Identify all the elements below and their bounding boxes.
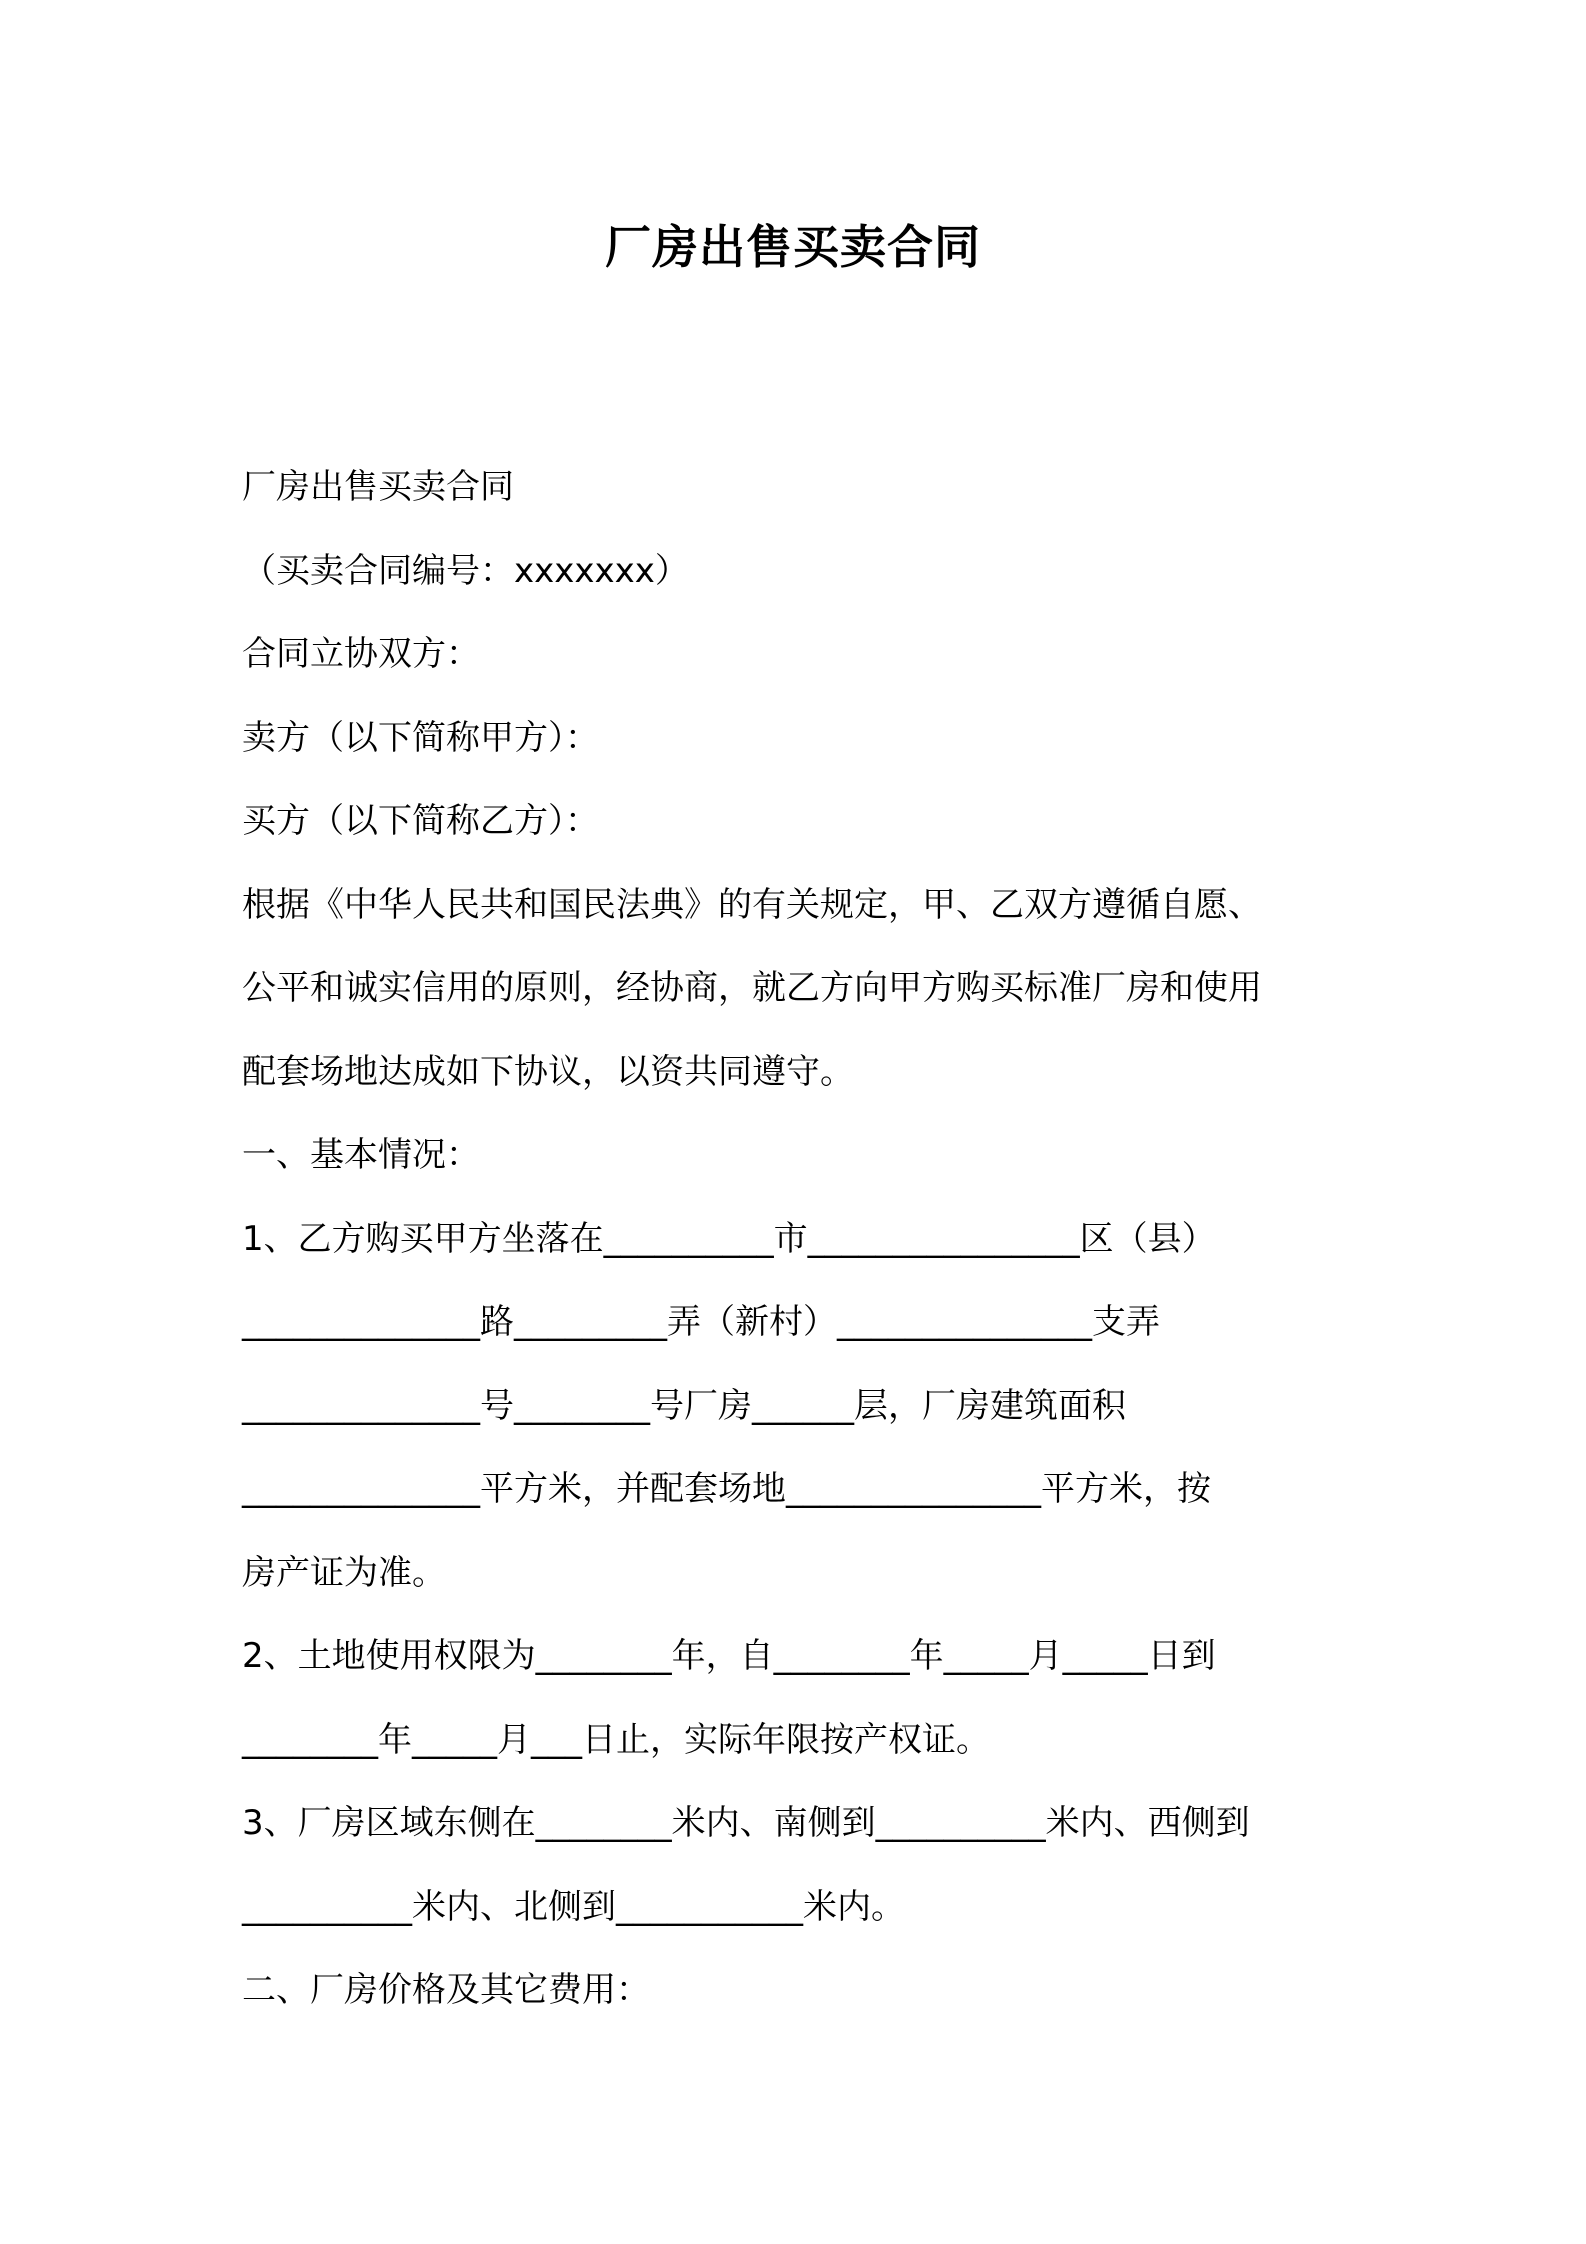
- clause-1-line-4: ______________平方米，并配套场地_______________平方米，按: [242, 1469, 1211, 1509]
- subtitle-line: 厂房出售买卖合同: [242, 467, 514, 507]
- seller-line: 卖方（以下简称甲方）：: [242, 717, 599, 758]
- clause-2-line-2: ________年_____月___日止，实际年限按产权证。: [242, 1719, 990, 1760]
- preamble-line-2: 公平和诚实信用的原则，经协商，就乙方向甲方购买标准厂房和使用: [242, 968, 1262, 1008]
- buyer-line: 买方（以下简称乙方）：: [242, 801, 599, 841]
- clause-3-line-2: __________米内、北侧到___________米内。: [242, 1886, 905, 1927]
- clause-1-line-3: ______________号________号厂房______层，厂房建筑面积: [242, 1385, 1126, 1426]
- section-2-heading: 二、厂房价格及其它费用：: [242, 1970, 650, 2010]
- clause-2-line-1: 2、土地使用权限为________年，自________年_____月_____日到: [242, 1636, 1216, 1676]
- parties-heading: 合同立协双方：: [242, 634, 480, 674]
- contract-number-line: （买卖合同编号：xxxxxxx）: [242, 550, 689, 591]
- clause-1-line-1: 1、乙方购买甲方坐落在__________市________________区（县）: [242, 1218, 1216, 1259]
- clause-1-line-2: ______________路_________弄（新村）_______________支弄: [242, 1302, 1160, 1342]
- document-body: [242, 446, 1362, 2033]
- section-1-heading: 一、基本情况：: [242, 1135, 480, 1175]
- clause-1-line-5: 房产证为准。: [242, 1552, 446, 1593]
- document-title: 厂房出售买卖合同: [605, 220, 981, 274]
- preamble-line-3: 配套场地达成如下协议，以资共同遵守。: [242, 1051, 854, 1092]
- preamble-line-1: 根据《中华人民共和国民法典》的有关规定，甲、乙双方遵循自愿、: [242, 884, 1262, 925]
- clause-3-line-1: 3、厂房区域东侧在________米内、南侧到__________米内、西侧到: [242, 1803, 1250, 1843]
